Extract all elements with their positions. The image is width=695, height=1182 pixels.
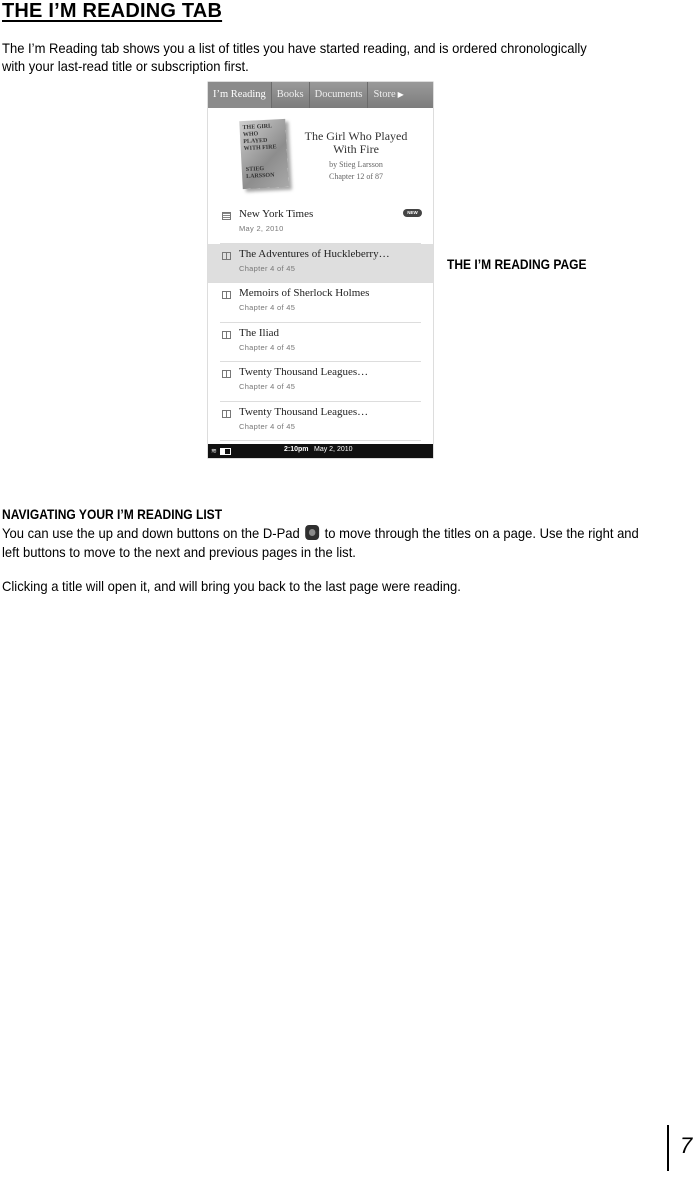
- status-bar: [208, 444, 433, 458]
- tab-bar: [208, 82, 433, 108]
- list-item-title: New York Times: [239, 208, 314, 220]
- featured-author: by Stieg Larsson: [329, 160, 383, 169]
- arrow-right-icon: ▶: [397, 90, 404, 99]
- book-icon: [222, 252, 231, 260]
- list-item-subtitle: Chapter 4 of 45: [239, 342, 296, 352]
- list-item-subtitle: Chapter 4 of 45: [239, 263, 296, 273]
- tab-documents[interactable]: Documents: [310, 82, 369, 108]
- d-pad-icon: [305, 525, 319, 540]
- list-item-title: Twenty Thousand Leagues…: [239, 366, 369, 378]
- newspaper-icon: [222, 212, 231, 220]
- device-screenshot: [208, 82, 433, 458]
- list-item-title: Twenty Thousand Leagues…: [239, 405, 369, 418]
- list-item-title: The Iliad: [239, 326, 280, 339]
- book-cover-title: THE GIRL WHO PLAYED WITH FIRE: [242, 123, 277, 153]
- list-item[interactable]: [220, 283, 421, 323]
- page-number: 7: [680, 1133, 693, 1158]
- list-item[interactable]: [220, 323, 421, 363]
- section-heading: NAVIGATING YOUR I’M READING LIST: [2, 506, 223, 522]
- book-cover: [239, 119, 288, 189]
- book-icon: [222, 370, 231, 378]
- paragraph-text-start: You can use the up and down buttons on the D-Pad: [2, 525, 300, 541]
- tab-books[interactable]: Books: [272, 82, 310, 108]
- status-icons: [211, 447, 231, 455]
- status-date: May 2, 2010: [314, 446, 353, 453]
- navigation-paragraph: [2, 524, 644, 562]
- wifi-icon: ≋: [211, 448, 217, 455]
- book-icon: [222, 410, 231, 418]
- list-item-subtitle: Chapter 4 of 45: [239, 303, 296, 312]
- list-item[interactable]: [220, 204, 421, 244]
- list-item-title: Memoirs of Sherlock Holmes: [239, 287, 370, 299]
- list-item-subtitle: May 2, 2010: [239, 224, 284, 233]
- figure-caption: THE I’M READING PAGE: [447, 256, 587, 272]
- paragraph-text-end: to move through the titles on a page. Use the right and left buttons to move to the next and previous pages in the list.: [2, 525, 639, 560]
- featured-info: [296, 130, 416, 183]
- featured-book[interactable]: [208, 108, 433, 204]
- intro-paragraph: The I’m Reading tab shows you a list of titles you have started reading, and is ordered chronologically with your last-read title or subscription first.: [2, 40, 587, 74]
- open-title-paragraph: Clicking a title will open it, and will bring you back to the last page were reading.: [2, 578, 461, 594]
- featured-title: The Girl Who Played With Fire: [304, 129, 408, 156]
- list-item[interactable]: [220, 402, 421, 442]
- battery-icon: [220, 448, 231, 455]
- list-item-title: The Adventures of Huckleberry…: [239, 247, 390, 260]
- featured-chapter: Chapter 12 of 87: [329, 172, 383, 181]
- new-badge: NEW: [403, 209, 422, 217]
- tab-store-label: Store: [373, 89, 396, 100]
- book-cover-author: STIEG LARSSON: [245, 166, 275, 180]
- list-item-subtitle: Chapter 4 of 45: [239, 421, 296, 431]
- page-number-divider: [667, 1125, 669, 1171]
- list-item[interactable]: [220, 362, 421, 402]
- list-item[interactable]: [208, 244, 433, 284]
- book-icon: [222, 331, 231, 339]
- status-time: 2:10pm: [284, 446, 309, 453]
- list-item-subtitle: Chapter 4 of 45: [239, 382, 296, 391]
- reading-list: [208, 204, 433, 441]
- tab-store[interactable]: [368, 82, 408, 108]
- page-title: THE I’M READING TAB: [2, 0, 223, 22]
- book-icon: [222, 291, 231, 299]
- tab-im-reading[interactable]: I’m Reading: [208, 82, 272, 108]
